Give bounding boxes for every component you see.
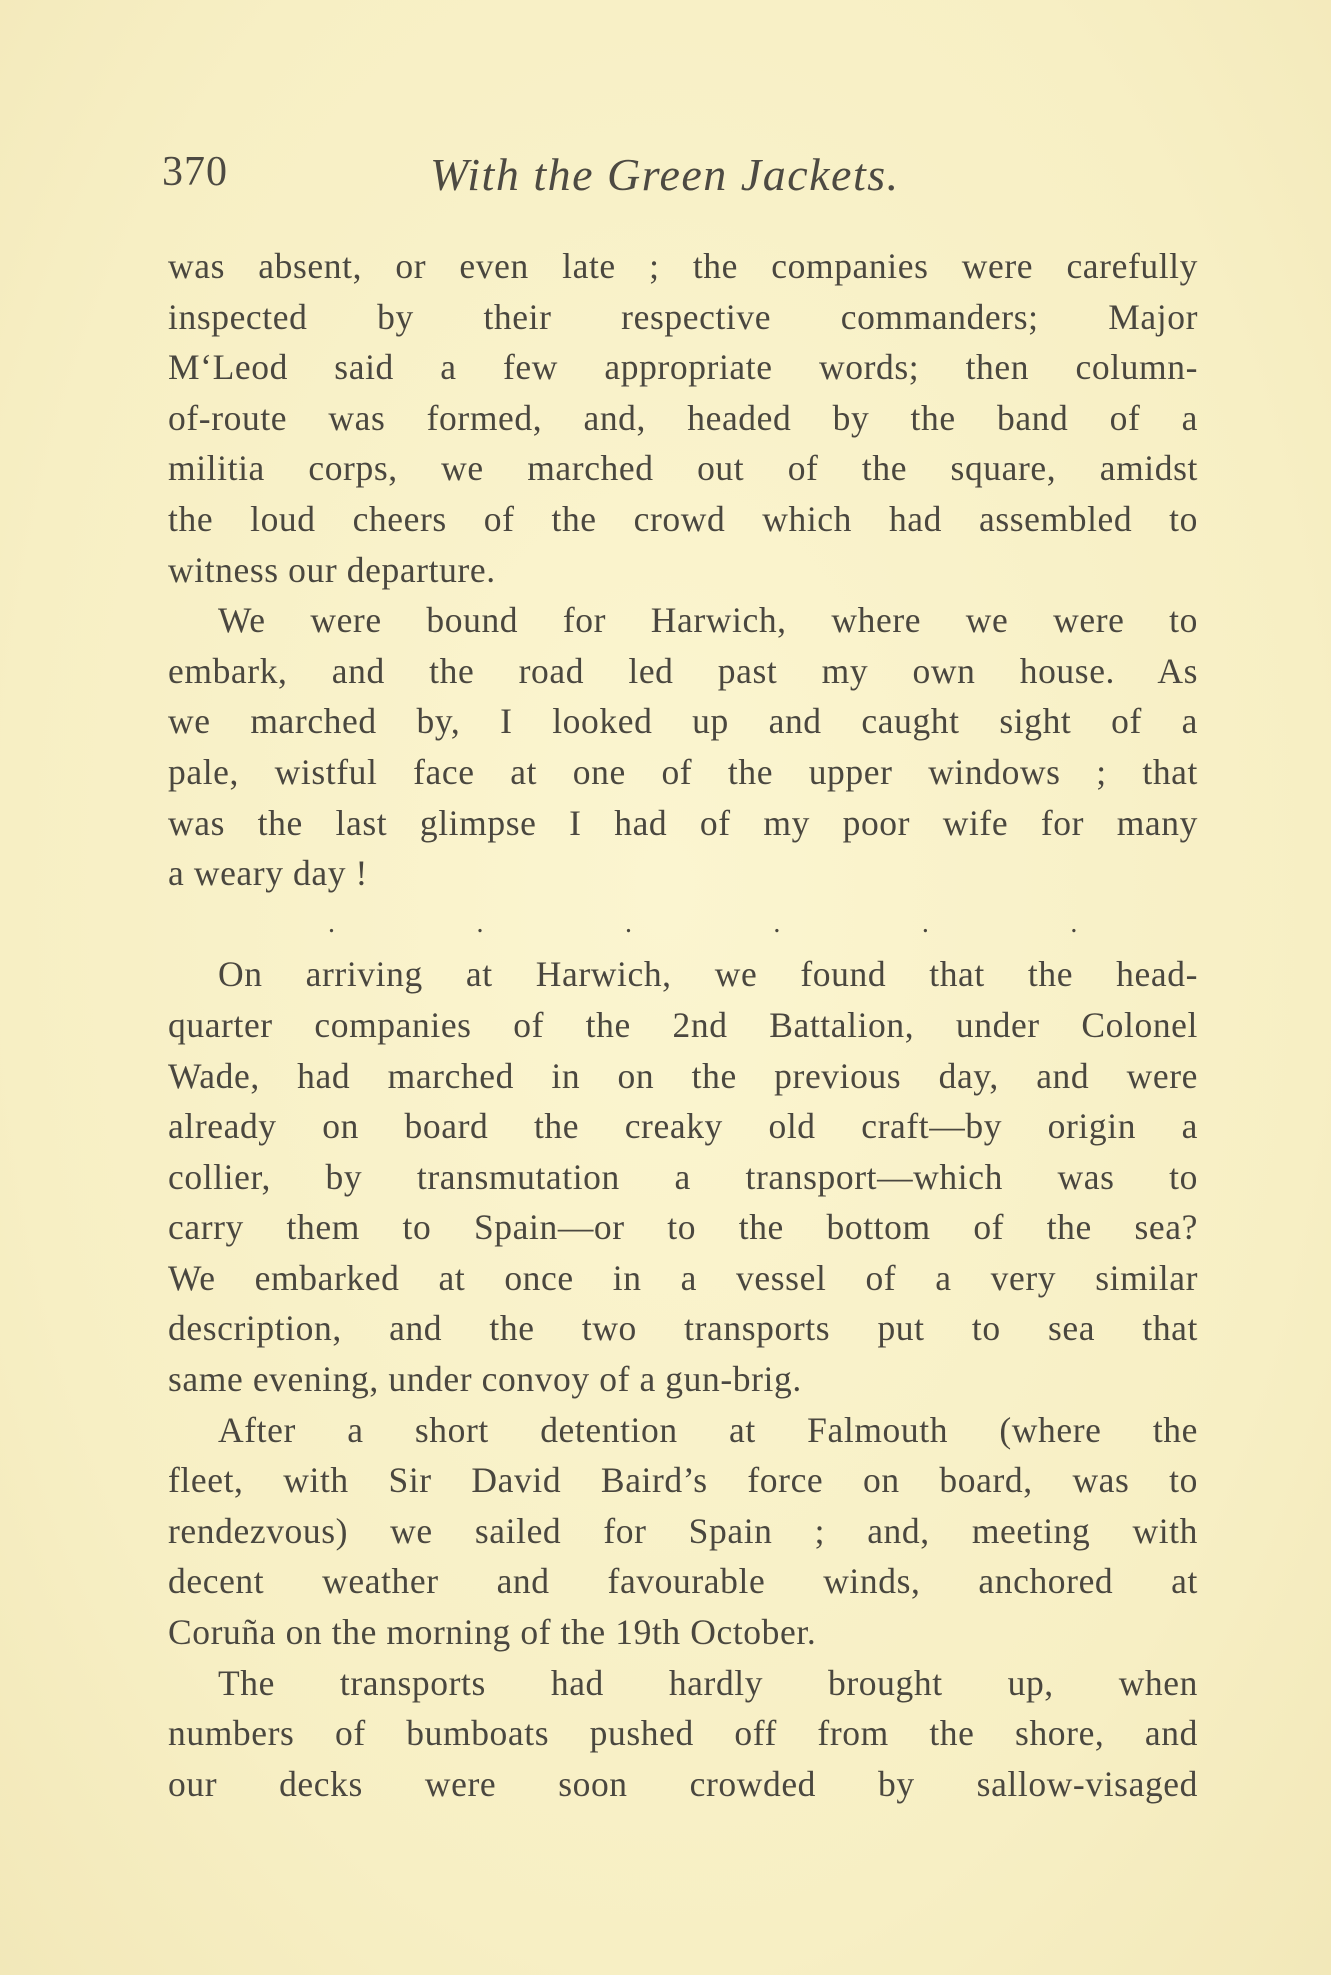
section-break-dot: . bbox=[773, 907, 782, 939]
paragraph bbox=[168, 241, 1198, 595]
text-line: Coruña on the morning of the 19th October. bbox=[168, 1612, 817, 1653]
text-line: M‘Leod said a few appropriate words; then column- bbox=[168, 347, 1198, 388]
text-line: We embarked at once in a vessel of a very similar bbox=[168, 1257, 1198, 1298]
text-line: Wade, had marched in on the previous day, and were bbox=[168, 1055, 1198, 1096]
text-line: witness our departure. bbox=[168, 549, 496, 590]
text-line: decent weather and favourable winds, anchored at bbox=[168, 1561, 1198, 1602]
text-line: On arriving at Harwich, we found that the head- bbox=[218, 954, 1198, 995]
text-line: We were bound for Harwich, where we were to bbox=[218, 600, 1198, 641]
text-line: description, and the two transports put to sea that bbox=[168, 1308, 1198, 1349]
page-header bbox=[160, 148, 1200, 228]
text-line: of-route was formed, and, headed by the band of a bbox=[168, 397, 1198, 438]
text-line: carry them to Spain—or to the bottom of the sea? bbox=[168, 1207, 1198, 1248]
section-break-dot: . bbox=[328, 907, 336, 939]
text-line: the loud cheers of the crowd which had assembled to bbox=[168, 498, 1198, 539]
text-line: fleet, with Sir David Baird’s force on board, was to bbox=[168, 1460, 1198, 1501]
text-line: pale, wistful face at one of the upper windows ; that bbox=[168, 751, 1198, 792]
section-break-dot: . bbox=[921, 907, 930, 939]
text-line: our decks were soon crowded by sallow-visaged bbox=[168, 1763, 1198, 1804]
text-line: was absent, or even late ; the companies were carefully bbox=[168, 246, 1198, 286]
text-line: After a short detention at Falmouth (where the bbox=[218, 1409, 1198, 1450]
paragraph bbox=[168, 1658, 1198, 1810]
section-break-dot: . bbox=[476, 907, 485, 939]
text-line: was the last glimpse I had of my poor wife for many bbox=[168, 802, 1198, 843]
running-title: With the Green Jackets. bbox=[430, 149, 900, 200]
text-line: we marched by, I looked up and caught sight of a bbox=[168, 701, 1198, 742]
text-line: same evening, under convoy of a gun-brig. bbox=[168, 1359, 802, 1400]
section-break-dot: . bbox=[624, 907, 633, 939]
text-line: embark, and the road led past my own house. As bbox=[168, 650, 1198, 691]
text-line: already on board the creaky old craft—by origin a bbox=[168, 1106, 1198, 1147]
paragraph bbox=[168, 595, 1198, 899]
text-line: militia corps, we marched out of the square, amidst bbox=[168, 448, 1198, 489]
text-line: inspected by their respective commanders; Major bbox=[168, 296, 1198, 337]
text-line: quarter companies of the 2nd Battalion, under Colonel bbox=[168, 1004, 1198, 1045]
paragraph bbox=[168, 1405, 1198, 1658]
page-number: 370 bbox=[162, 149, 228, 195]
body-text bbox=[168, 241, 1198, 1809]
text-line: The transports had hardly brought up, when bbox=[218, 1662, 1198, 1703]
section-break bbox=[328, 899, 1078, 950]
section-break-dot: . bbox=[1070, 907, 1078, 939]
text-line: numbers of bumboats pushed off from the shore, and bbox=[168, 1713, 1198, 1754]
text-line: rendezvous) we sailed for Spain ; and, meeting with bbox=[168, 1510, 1198, 1551]
paragraph bbox=[168, 949, 1198, 1404]
text-line: a weary day ! bbox=[168, 853, 368, 894]
text-line: collier, by transmutation a transport—which was to bbox=[168, 1156, 1198, 1197]
